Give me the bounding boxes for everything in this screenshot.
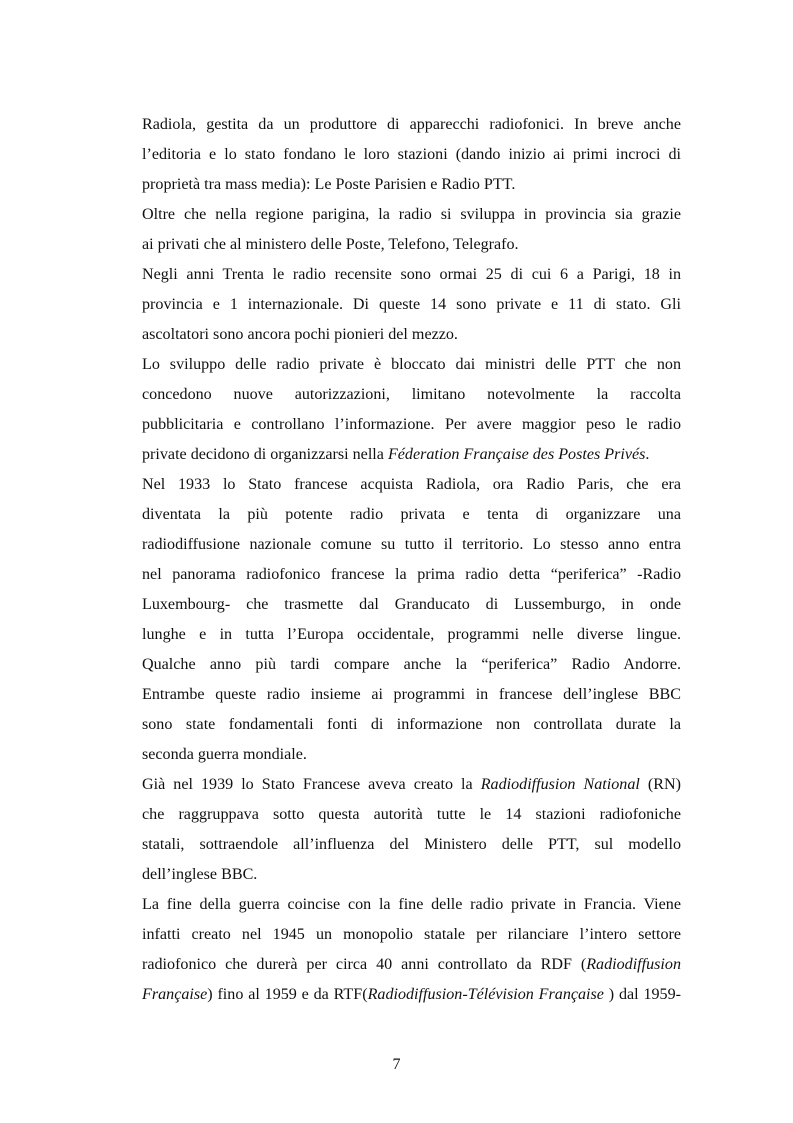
text-line xyxy=(142,740,681,770)
text-line xyxy=(142,620,681,650)
text-line xyxy=(142,530,681,560)
text-segment: radiodiffusione nazionale comune su tutto il territorio. Lo stesso anno entra xyxy=(142,536,681,553)
text-segment: lunghe e in tutta l’Europa occidentale, programmi nelle diverse lingue. xyxy=(142,626,681,643)
text-segment: Radiola, gestita da un produttore di apparecchi radiofonici. In breve anche xyxy=(142,116,681,133)
page-number: 7 xyxy=(392,1056,401,1073)
text-line xyxy=(142,380,681,410)
text-segment: diventata la più potente radio privata e tenta di organizzare una xyxy=(142,506,681,523)
text-line xyxy=(142,800,681,830)
text-segment: Luxembourg- che trasmette dal Granducato di Lussemburgo, in onde xyxy=(142,596,681,613)
text-segment: sono state fondamentali fonti di informazione non controllata durate la xyxy=(142,716,681,733)
text-segment: ai privati che al ministero delle Poste, Telefono, Telegrafo. xyxy=(142,236,519,253)
text-segment: infatti creato nel 1945 un monopolio statale per rilanciare l’intero settore xyxy=(142,926,681,943)
text-segment: . xyxy=(645,446,650,463)
text-line xyxy=(142,980,681,1010)
italic-text: Féderation Française des Postes Privés xyxy=(387,446,646,463)
text-segment: private decidono di organizzarsi nella xyxy=(142,446,388,463)
italic-text: Radiodiffusion xyxy=(586,956,681,973)
text-segment: che raggruppava sotto questa autorità tutte le 14 stazioni radiofoniche xyxy=(142,806,681,823)
text-segment: pubblicitaria e controllano l’informazione. Per avere maggior peso le radio xyxy=(142,416,681,433)
text-segment: ) fino al 1959 e da RTF( xyxy=(207,986,368,1003)
text-segment: ) dal 1959- xyxy=(603,986,681,1003)
text-line xyxy=(142,410,681,440)
text-segment: Entrambe queste radio insieme ai programmi in francese dell’inglese BBC xyxy=(142,686,681,703)
text-line xyxy=(142,890,681,920)
text-segment: Oltre che nella regione parigina, la radio si sviluppa in provincia sia grazie xyxy=(142,206,681,223)
text-line xyxy=(142,590,681,620)
text-segment: Nel 1933 lo Stato francese acquista Radiola, ora Radio Paris, che era xyxy=(142,476,681,493)
italic-text: Radiodiffusion National xyxy=(480,776,640,793)
text-segment: l’editoria e lo stato fondano le loro stazioni (dando inizio ai primi incroci di xyxy=(142,146,681,163)
text-segment: dell’inglese BBC. xyxy=(142,866,258,883)
text-segment: statali, sottraendole all’influenza del Ministero delle PTT, sul modello xyxy=(142,836,681,853)
text-segment: concedono nuove autorizzazioni, limitano notevolmente la raccolta xyxy=(142,386,681,403)
text-line xyxy=(142,440,681,470)
text-line xyxy=(142,860,681,890)
text-line xyxy=(142,290,681,320)
text-segment: Qualche anno più tardi compare anche la “periferica” Radio Andorre. xyxy=(142,656,681,673)
italic-text: Française xyxy=(142,986,208,1003)
italic-text: Radiodiffusion-Télévision Française xyxy=(367,986,604,1003)
text-segment: seconda guerra mondiale. xyxy=(142,746,307,763)
text-line xyxy=(142,350,681,380)
text-segment: Già nel 1939 lo Stato Francese aveva creato la xyxy=(142,776,481,793)
text-line xyxy=(142,470,681,500)
text-line xyxy=(142,500,681,530)
text-line xyxy=(142,200,681,230)
text-line xyxy=(142,140,681,170)
text-segment: (RN) xyxy=(639,776,681,793)
text-line xyxy=(142,950,681,980)
text-line xyxy=(142,830,681,860)
text-line xyxy=(142,680,681,710)
text-segment: proprietà tra mass media): Le Poste Parisien e Radio PTT. xyxy=(142,176,516,193)
text-line xyxy=(142,710,681,740)
text-line xyxy=(142,230,681,260)
text-segment: La fine della guerra coincise con la fine delle radio private in Francia. Viene xyxy=(142,896,681,913)
text-segment: ascoltatori sono ancora pochi pionieri del mezzo. xyxy=(142,326,458,343)
text-segment: radiofonico che durerà per circa 40 anni controllato da RDF ( xyxy=(142,956,587,973)
text-segment: Negli anni Trenta le radio recensite sono ormai 25 di cui 6 a Parigi, 18 in xyxy=(142,266,681,283)
text-segment: nel panorama radiofonico francese la prima radio detta “periferica” -Radio xyxy=(142,566,681,583)
text-segment: Lo sviluppo delle radio private è bloccato dai ministri delle PTT che non xyxy=(142,356,681,373)
text-segment: provincia e 1 internazionale. Di queste 14 sono private e 11 di stato. Gli xyxy=(142,296,681,313)
text-line xyxy=(142,560,681,590)
text-line xyxy=(142,320,681,350)
text-line xyxy=(142,110,681,140)
text-line xyxy=(142,650,681,680)
text-line xyxy=(142,770,681,800)
text-line xyxy=(142,260,681,290)
text-line xyxy=(142,920,681,950)
document-body xyxy=(142,110,681,1010)
text-line xyxy=(142,170,681,200)
